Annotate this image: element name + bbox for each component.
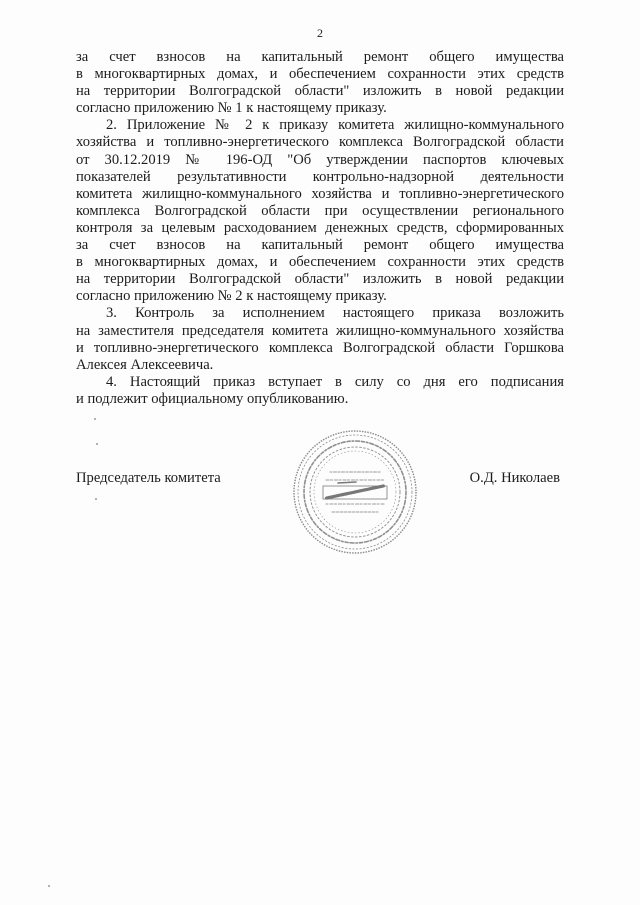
text-line: 2. Приложение № 2 к приказу комитета жилищно-коммунального — [106, 117, 564, 134]
scan-speck — [94, 418, 96, 420]
text-line: контроля за целевым расходованием денежных средств, сформированных — [76, 219, 564, 236]
text-line: в многоквартирных домах, и обеспечением сохранности этих средств — [76, 66, 564, 83]
text-line: и топливно-энергетического комплекса Волгоградской области Горшкова — [76, 339, 564, 356]
paragraph-3 — [76, 305, 564, 373]
paragraph-4 — [76, 374, 564, 408]
text-line: согласно приложению № 2 к настоящему приказу. — [76, 288, 387, 305]
signatory-title: Председатель комитета — [76, 470, 221, 486]
text-line: комитета жилищно-коммунального хозяйства и топливно-энергетического — [76, 185, 564, 202]
text-line: хозяйства и топливно-энергетического комплекса Волгоградской области — [76, 134, 564, 151]
text-line: показателей результативности контрольно-надзорной деятельности — [76, 168, 564, 185]
text-line: от 30.12.2019 № 196-ОД "Об утверждении паспортов ключевых — [76, 151, 564, 168]
text-line: 3. Контроль за исполнением настоящего приказа возложить — [106, 305, 564, 322]
text-line: в многоквартирных домах, и обеспечением сохранности этих средств — [76, 254, 564, 271]
text-line: 4. Настоящий приказ вступает в силу со дня его подписания — [106, 373, 564, 390]
text-line: на территории Волгоградской области" изложить в новой редакции — [76, 83, 564, 100]
text-line: Алексея Алексеевича. — [76, 356, 214, 373]
page-number: 2 — [317, 26, 323, 40]
scan-speck — [96, 443, 98, 445]
paragraph-1 — [76, 49, 564, 117]
paragraph-2 — [76, 117, 564, 305]
text-line: на заместителя председателя комитета жилищно-коммунального хозяйства — [76, 322, 564, 339]
scan-speck — [48, 885, 50, 887]
signatory-name: О.Д. Николаев — [469, 470, 560, 486]
text-line: за счет взносов на капитальный ремонт общего имущества — [76, 49, 564, 65]
scan-speck — [95, 498, 97, 500]
text-line: и подлежит официальному опубликованию. — [76, 390, 349, 407]
official-seal-stamp — [290, 428, 420, 556]
document-body — [76, 49, 564, 408]
text-line: комплекса Волгоградской области при осуществлении регионального — [76, 202, 564, 219]
text-line: на территории Волгоградской области" изложить в новой редакции — [76, 271, 564, 288]
text-line: согласно приложению № 1 к настоящему приказу. — [76, 100, 387, 117]
text-line: за счет взносов на капитальный ремонт общего имущества — [76, 237, 564, 254]
